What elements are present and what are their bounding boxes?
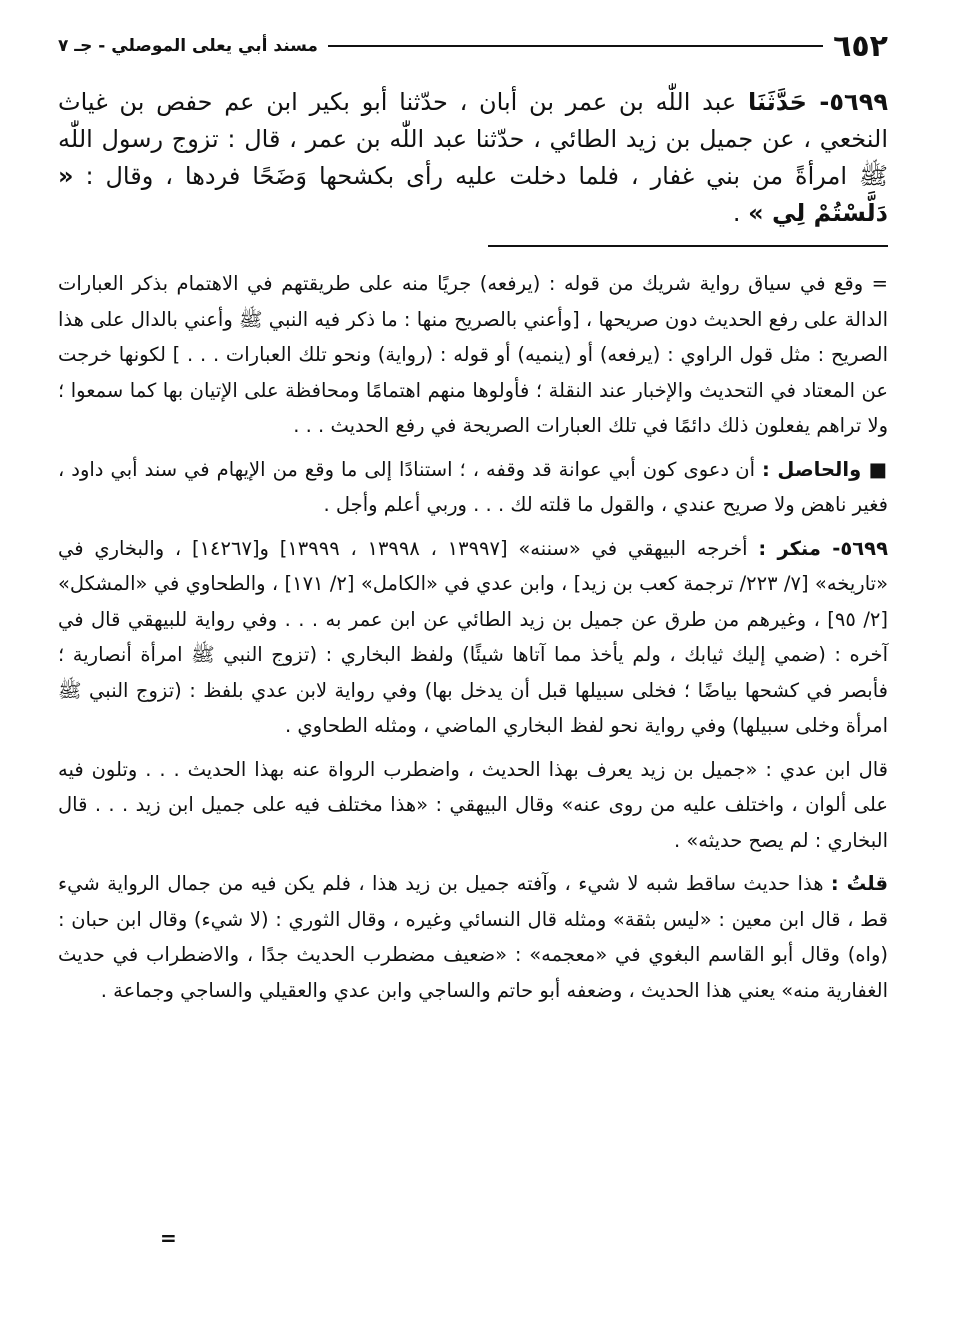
hadith-body: عبد اللّٰه بن عمر بن أبان ، حدّثنا أبو بكير ابن عم حفص بن غياث النخعي ، عن جميل بن زيد الطائي ، حدّثنا عبد اللّٰه بن عمر ، قال : تزوج رسول اللّٰه ﷺ امرأةً من بني غفار ، فلما دخلت عليه رأى بكشحها وَضَحًا فردها ، وقال :	[58, 88, 888, 190]
hadith-lead: حَدَّثَنَا	[747, 88, 807, 116]
page-number: ٦٥٢	[833, 28, 888, 64]
header-rule	[328, 45, 823, 47]
takhrij-text: أخرجه البيهقي في «سننه» [١٣٩٩٧ ، ١٣٩٩٨ ، ١٣٩٩٩] و[١٤٢٦٧] ، والبخاري في «تاريخه» [٧/ ٢٢٣/ ترجمة كعب بن زيد] ، وابن عدي في «الكامل» [٢/ ١٧١] ، والطحاوي في «المشكل» [٢/ ٩٥] ، وغيرهم من طرق عن جميل بن زيد الطائي عن ابن عمر به . . . وفي رواية للبيهقي قال في آخره : (ضمي إليك ثيابك ، ولم يأخذ مما آتاها شيئًا) ولفظ البخاري : (تزوج النبي ﷺ امرأة أنصارية ؛ فأبصر في كشحها بياضًا ؛ فخلى سبيلها قبل أن يدخل بها) وفي رواية لابن عدي بلفظ : (تزوج النبي ﷺ امرأة وخلى سبيلها) وفي رواية نحو لفظ البخاري الماضي ، ومثله الطحاوي .	[58, 536, 888, 737]
takhrij-label: ٥٦٩٩- منكر :	[758, 536, 888, 560]
note-ibn-adi: قال ابن عدي : «جميل بن زيد يعرف بهذا الحديث ، واضطرب الرواة عنه بهذا الحديث . . . وتلون فيه على ألوان ، واختلف عليه من روى عنه» وقال البيهقي : «هذا مختلف فيه على جميل ابن زيد . . . قال البخاري : لم يصح حديثه» .	[58, 757, 888, 852]
footnotes	[58, 266, 888, 1016]
hadith-text: ٥٦٩٩- حَدَّثَنَا عبد اللّٰه بن عمر بن أبان ، حدّثنا أبو بكير ابن عم حفص بن غياث النخعي ، عن جميل بن زيد الطائي ، حدّثنا عبد اللّٰه بن عمر ، قال : تزوج رسول اللّٰه ﷺ امرأةً من بني غفار ، فلما دخلت عليه رأى بكشحها وَضَحًا فردها ، وقال : « دَلَّسْتُمْ لِي » .	[58, 88, 888, 227]
note-qultu	[58, 866, 888, 1008]
hadith-number: ٥٦٩٩	[829, 88, 888, 116]
hadith-quote: « دَلَّسْتُمْ لِي »	[58, 162, 888, 227]
footnote-separator	[488, 245, 888, 247]
qultu-label: قلتُ :	[830, 872, 888, 895]
hadith-end: .	[732, 199, 741, 227]
note-takhrij	[58, 531, 888, 744]
summary-text: أن دعوى كون أبي عوانة قد وقفه ، ؛ استنادًا إلى ما وقع من الإيهام في سند أبي داود ، فغير ناهض ولا صريح عندي ، والقول ما قلته لك . . . وربي أعلم وأجل .	[58, 457, 888, 516]
note-summary	[58, 452, 888, 523]
book-title: مسند أبي يعلى الموصلي - جـ ٧	[58, 36, 318, 56]
continuation-mark: =	[160, 1226, 177, 1250]
note-continuation: = وقع في سياق رواية شريك من قوله : (يرفعه) جريًا منه على طريقتهم في الاهتمام بذكر العبارات الدالة على رفع الحديث دون صريحها ، [وأعني بالصريح منها : ما ذكر فيه النبي ﷺ وأعني بالدال على هذا الصريح : مثل قول الراوي : (يرفعه) أو (ينميه) أو قوله : (رواية) ونحو تلك العبارات . . . ] لكونها خرجت عن المعتاد في التحديث والإخبار عند النقلة ؛ فأولوها منهم اهتمامًا ومحافظة على الإتيان بها كما سمعوا ؛ ولا تراهم يفعلون ذلك دائمًا في تلك العبارات الصريحة في رفع الحديث . . .	[58, 272, 888, 437]
running-header	[58, 28, 888, 64]
qultu-text: هذا حديث ساقط شبه لا شيء ، وآفته جميل بن زيد هذا ، فلم يكن فيه من جمال الرواية شيء قط ، قال ابن معين : «ليس بثقة» ومثله قال النسائي وغيره ، وقال الثوري : (لا شيء) وقال ابن حبان : (واه) وقال أبو القاسم البغوي في «معجمه» : «ضعيف مضطرب الحديث جدًا ، والاضطراب في حديث الغفارية منه» يعني هذا الحديث ، وضعفه أبو حاتم والساجي وابن عدي والعقيلي والساجي وجماعة .	[58, 872, 888, 1002]
summary-label: ■ والحاصل :	[762, 457, 888, 481]
